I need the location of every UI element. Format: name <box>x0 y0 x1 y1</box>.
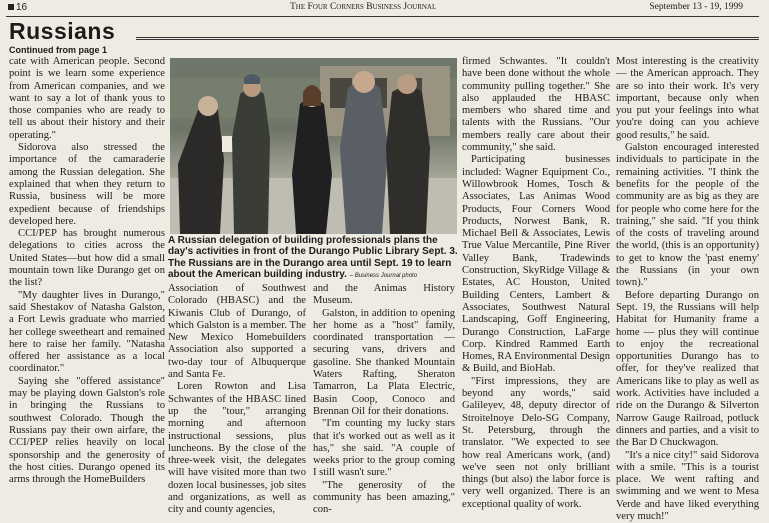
paragraph: "It's a nice city!" said Sidorova with a smile. "This is a tourist place. We went rafting and swimming and we went to Mesa Verde and have liked everything very much!" <box>616 450 759 523</box>
caption-text: A Russian delegation of building professionals plans the day's activities in front of the Durango Public Library Sept. 3. The Russians are in the Durango area until Sept. 19 to learn about the American building industry. <box>168 235 458 280</box>
paragraph: Galston, in addition to opening her home as a "host" family, coordinated transportation — securing vans, drivers and gasoline. She thanked Mountain Waters Rafting, Sheraton Tamarron, La Plata Electric, Basin Coop, Conoco and Brennan Oil for their donations. <box>313 308 455 419</box>
paragraph: Saying she "offered assistance" may be playing down Galston's role in bringing the Russians to southwest Colorado. Though the Russians pay their own airfare, the CCI/PEP relies heavily on local sponsorship and the generosity of the host cities. Durango opened its arms through the HomeBuilders <box>9 376 165 487</box>
paragraph: CCI/PEP has brought numerous delegations to cities across the United States—but how did a small mountain town like Durango get on the list? <box>9 228 165 289</box>
issue-date: September 13 - 19, 1999 <box>649 2 743 12</box>
headline-rule <box>136 37 759 40</box>
paragraph: Before departing Durango on Sept. 19, the Russians will help Habitat for Humanity frame a home — plus they will continue to enjoy the recreational opportunities Durango has to offer, for they've realized that Americans like to play as well as work. Activities have included a ride on the Durango & Silverton Narrow Gauge Railroad, potluck dinners and parties, and a visit to the Bar D Chuckwagon. <box>616 290 759 450</box>
paragraph: firmed Schwantes. "It couldn't have been done without the whole community pulling together." She also applauded the HBASC members who shared time and talents with the Russians. "Our members really care about their community," she said. <box>462 56 610 154</box>
header-rule <box>6 16 759 17</box>
article-column-2 <box>168 283 306 517</box>
paragraph: "I'm counting my lucky stars that it's worked out as well as it has," she said. "A couple of weeks prior to the group coming I still wasn't sure." <box>313 418 455 479</box>
paragraph: and the Animas History Museum. <box>313 283 455 308</box>
continued-line: Continued from page 1 <box>9 45 107 55</box>
photo-caption <box>168 235 458 283</box>
article-column-3 <box>313 283 455 517</box>
article-column-5 <box>616 56 759 523</box>
paragraph: Sidorova also stressed the importance of the camaraderie among the Russian delegation. She explained that when they return to Russia, business will be more expedient because of friendships developed here. <box>9 142 165 228</box>
paragraph: cate with American people. Second point is we learn some experience from American companies, and we want to say a lot of thank yous to those companies who are ready to tell us about their history and their operating." <box>9 56 165 142</box>
publication-name: The Four Corners Business Journal <box>290 2 436 12</box>
paragraph: Most interesting is the creativity — the American approach. They are so into their work. It's very important, because only when you put your feelings into what you're doing can you achieve good results," he said. <box>616 56 759 142</box>
delegation-photo-illustration <box>170 58 457 234</box>
paragraph: "My daughter lives in Durango," said Shestakov of Natasha Galston, a Fort Lewis graduate who married her college sweetheart and remained here to raise her family. "Natasha offered her assistance as a local coordinator." <box>9 290 165 376</box>
article-column-4 <box>462 56 610 511</box>
page-number-text: 16 <box>16 2 27 13</box>
paragraph: Galston encouraged interested individuals to participate in the remaining activities. "I think the benefits for the people of the community are as big as they are for people who come here for the training," she said. "If you think of the costs of traveling around the world, (this is an opportunity) to get to know the 'past enemy' the Russians (in your own town)." <box>616 142 759 290</box>
article-column-1 <box>9 56 165 486</box>
news-photo <box>170 58 457 234</box>
photo-credit: – Business Journal photo <box>350 273 417 279</box>
page-number <box>8 2 27 13</box>
paragraph: Association of Southwest Colorado (HBASC) and the Kiwanis Club of Durango, of which Galston is a member. The New Mexico Homebuilders Association also supported a two-day tour of Albuquerque and Santa Fe. <box>168 283 306 381</box>
headline: Russians <box>9 17 115 45</box>
square-bullet-icon <box>8 4 14 10</box>
paragraph: "First impressions, they are beyond any words," said Galileyev, 48, deputy director of Stroitelnoye Delo-SG Company, St. Petersburg, through the translator. "We expected to see how real Americans work, (and) we've seen not only brilliant things (but also) the labor force is very well organized. There is an exceptional quality of work. <box>462 376 610 511</box>
paragraph: "The generosity of the community has been amazing," con- <box>313 480 455 517</box>
paragraph: Participating businesses included: Wagner Equipment Co., Willowbrook Homes, Tosch & Associates, Las Animas Wood Products, Four Corners Wood Products, Norwest Bank, R. Michael Bell & Associates, Lewis True Value Mercantile, Pine River Valley Bank, Tradewinds Construction, SkyRidge Village & Estates, AC Houston, United Building Centers, Lambert & Associates, Southwest Natural Landscaping, Goff Engineering, Durango Construction, LaFarge Corp. Kindred Rammed Earth Homes, RA Environmental Design & Build, and BioHab. <box>462 154 610 375</box>
paragraph: Loren Rowton and Lisa Schwantes of the HBASC lined up the "tour," arranging morning and afternoon instructional sessions, plus luncheons. By the close of the three-week visit, the delegates will have visited more than two dozen local businesses, job sites and organizations, as well as city and county agencies, <box>168 381 306 516</box>
